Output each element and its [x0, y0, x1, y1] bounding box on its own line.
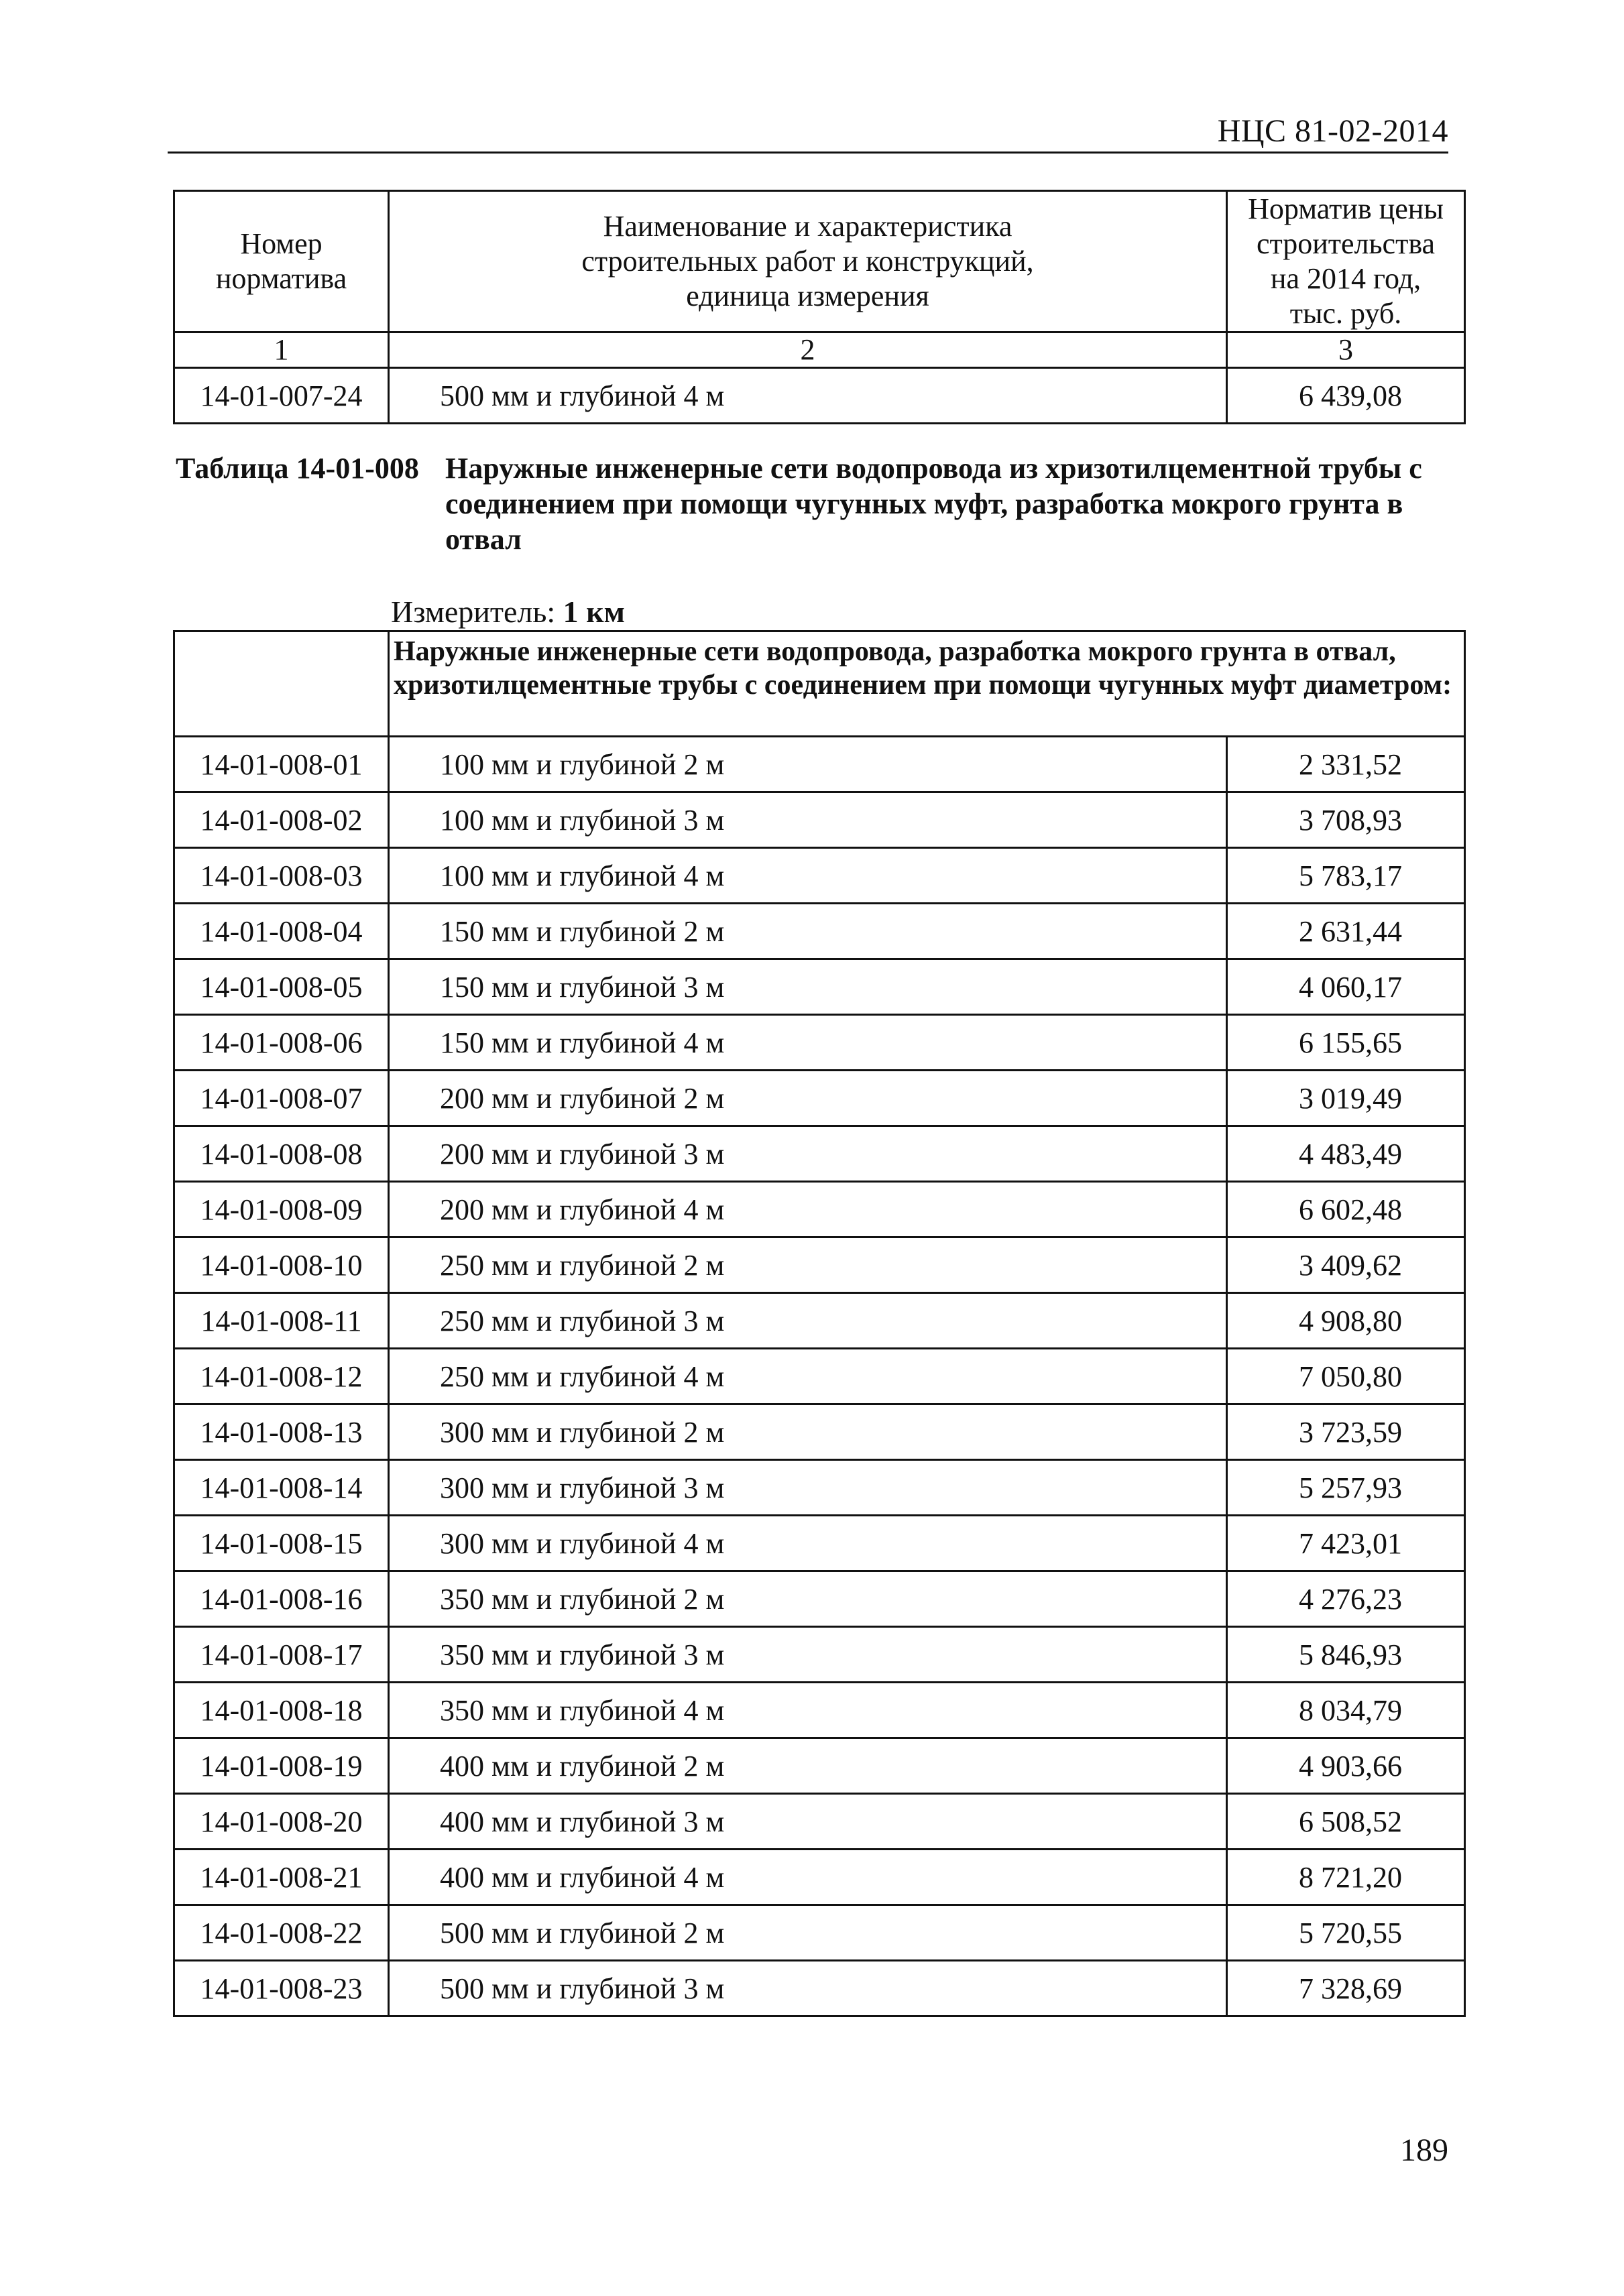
norm-name: 250 мм и глубиной 3 м — [389, 1293, 1227, 1349]
table-row — [174, 1126, 1465, 1182]
norm-price: 6 508,52 — [1227, 1794, 1465, 1850]
norm-code: 14-01-007-24 — [174, 368, 389, 424]
table-row — [174, 904, 1465, 959]
table-row — [174, 1794, 1465, 1850]
table-row — [174, 1404, 1465, 1460]
price-table-14-01-008 — [173, 630, 1466, 2017]
table-row — [174, 1071, 1465, 1126]
norm-name: 350 мм и глубиной 4 м — [389, 1683, 1227, 1738]
norm-name: 400 мм и глубиной 2 м — [389, 1738, 1227, 1794]
header-price-column: Норматив цены строительства на 2014 год, тыс. руб. — [1227, 191, 1465, 333]
norm-price: 2 331,52 — [1227, 737, 1465, 792]
table-caption-label: Таблица 14-01-008 — [176, 452, 419, 485]
header-name-column: Наименование и характеристика строительных работ и конструкций, единица измерения — [389, 191, 1227, 333]
norm-price: 4 483,49 — [1227, 1126, 1465, 1182]
norm-code: 14-01-008-02 — [174, 792, 389, 848]
norm-price: 3 019,49 — [1227, 1071, 1465, 1126]
norm-price: 3 708,93 — [1227, 792, 1465, 848]
table-row — [174, 792, 1465, 848]
norm-code: 14-01-008-07 — [174, 1071, 389, 1126]
unit-value: 1 км — [563, 595, 625, 629]
table-row — [174, 959, 1465, 1015]
document-code: НЦС 81-02-2014 — [1217, 113, 1448, 149]
norm-name: 350 мм и глубиной 3 м — [389, 1627, 1227, 1683]
norm-name: 300 мм и глубиной 2 м — [389, 1404, 1227, 1460]
table-row — [174, 1905, 1465, 1961]
norm-name: 250 мм и глубиной 2 м — [389, 1237, 1227, 1293]
norm-name: 150 мм и глубиной 2 м — [389, 904, 1227, 959]
norm-code: 14-01-008-03 — [174, 848, 389, 904]
norm-price: 5 720,55 — [1227, 1905, 1465, 1961]
norm-name: 500 мм и глубиной 2 м — [389, 1905, 1227, 1961]
group-header-empty-cell — [174, 631, 389, 737]
norm-code: 14-01-008-10 — [174, 1237, 389, 1293]
table-row — [174, 1349, 1465, 1404]
table-caption-text: Наружные инженерные сети водопровода из хризотилцементной трубы с соединением при помощи чугунных муфт, разработка мокрого грунта в отвал — [445, 452, 1422, 556]
norm-price: 7 423,01 — [1227, 1516, 1465, 1571]
norm-code: 14-01-008-04 — [174, 904, 389, 959]
price-table-continuation — [173, 190, 1466, 424]
norm-name: 150 мм и глубиной 3 м — [389, 959, 1227, 1015]
table-row — [174, 848, 1465, 904]
norm-code: 14-01-008-18 — [174, 1683, 389, 1738]
norm-price: 2 631,44 — [1227, 904, 1465, 959]
table-row — [174, 737, 1465, 792]
norm-name: 400 мм и глубиной 3 м — [389, 1794, 1227, 1850]
norm-code: 14-01-008-12 — [174, 1349, 389, 1404]
norm-code: 14-01-008-09 — [174, 1182, 389, 1237]
table-row — [174, 1015, 1465, 1071]
norm-code: 14-01-008-21 — [174, 1850, 389, 1905]
norm-name: 300 мм и глубиной 3 м — [389, 1460, 1227, 1516]
table-row — [174, 1683, 1465, 1738]
table-row — [174, 1182, 1465, 1237]
norm-price: 6 602,48 — [1227, 1182, 1465, 1237]
norm-code: 14-01-008-15 — [174, 1516, 389, 1571]
table-row — [174, 368, 1465, 424]
norm-price: 8 721,20 — [1227, 1850, 1465, 1905]
norm-code: 14-01-008-20 — [174, 1794, 389, 1850]
norm-code: 14-01-008-08 — [174, 1126, 389, 1182]
norm-code: 14-01-008-14 — [174, 1460, 389, 1516]
norm-name: 200 мм и глубиной 2 м — [389, 1071, 1227, 1126]
table-row — [174, 1293, 1465, 1349]
column-number-2: 2 — [389, 333, 1227, 368]
header-rule — [168, 152, 1448, 154]
norm-price: 5 783,17 — [1227, 848, 1465, 904]
norm-name: 500 мм и глубиной 4 м — [389, 368, 1227, 424]
norm-name: 350 мм и глубиной 2 м — [389, 1571, 1227, 1627]
norm-code: 14-01-008-13 — [174, 1404, 389, 1460]
table-header-row — [174, 191, 1465, 333]
norm-price: 7 050,80 — [1227, 1349, 1465, 1404]
table-row — [174, 1460, 1465, 1516]
norm-name: 100 мм и глубиной 2 м — [389, 737, 1227, 792]
norm-name: 200 мм и глубиной 4 м — [389, 1182, 1227, 1237]
norm-code: 14-01-008-05 — [174, 959, 389, 1015]
norm-price: 8 034,79 — [1227, 1683, 1465, 1738]
column-number-1: 1 — [174, 333, 389, 368]
unit-label: Измеритель: — [391, 595, 556, 629]
table-row — [174, 1571, 1465, 1627]
norm-name: 400 мм и глубиной 4 м — [389, 1850, 1227, 1905]
norm-price: 3 409,62 — [1227, 1237, 1465, 1293]
norm-price: 5 846,93 — [1227, 1627, 1465, 1683]
norm-price: 4 903,66 — [1227, 1738, 1465, 1794]
norm-name: 100 мм и глубиной 4 м — [389, 848, 1227, 904]
norm-name: 250 мм и глубиной 4 м — [389, 1349, 1227, 1404]
group-header-text: Наружные инженерные сети водопровода, разработка мокрого грунта в отвал, хризотилцементные трубы с соединением при помощи чугунных муфт диаметром: — [389, 631, 1465, 737]
norm-code: 14-01-008-06 — [174, 1015, 389, 1071]
norm-price: 3 723,59 — [1227, 1404, 1465, 1460]
table-row — [174, 1961, 1465, 2016]
norm-price: 7 328,69 — [1227, 1961, 1465, 2016]
norm-code: 14-01-008-17 — [174, 1627, 389, 1683]
table-row — [174, 1738, 1465, 1794]
column-number-3: 3 — [1227, 333, 1465, 368]
table-row — [174, 1850, 1465, 1905]
norm-name: 200 мм и глубиной 3 м — [389, 1126, 1227, 1182]
norm-price: 6 155,65 — [1227, 1015, 1465, 1071]
norm-price: 5 257,93 — [1227, 1460, 1465, 1516]
norm-code: 14-01-008-11 — [174, 1293, 389, 1349]
norm-code: 14-01-008-19 — [174, 1738, 389, 1794]
norm-name: 100 мм и глубиной 3 м — [389, 792, 1227, 848]
table-row — [174, 1237, 1465, 1293]
norm-code: 14-01-008-16 — [174, 1571, 389, 1627]
column-number-row — [174, 333, 1465, 368]
page-number: 189 — [1400, 2132, 1448, 2168]
norm-code: 14-01-008-23 — [174, 1961, 389, 2016]
table-row — [174, 1627, 1465, 1683]
norm-price: 4 060,17 — [1227, 959, 1465, 1015]
table-row — [174, 1516, 1465, 1571]
norm-code: 14-01-008-22 — [174, 1905, 389, 1961]
norm-price: 4 276,23 — [1227, 1571, 1465, 1627]
norm-name: 150 мм и глубиной 4 м — [389, 1015, 1227, 1071]
norm-price: 6 439,08 — [1227, 368, 1465, 424]
unit-of-measure — [391, 594, 625, 629]
group-header-row — [174, 631, 1465, 737]
norm-name: 500 мм и глубиной 3 м — [389, 1961, 1227, 2016]
norm-name: 300 мм и глубиной 4 м — [389, 1516, 1227, 1571]
norm-price: 4 908,80 — [1227, 1293, 1465, 1349]
header-code-column: Номер норматива — [174, 191, 389, 333]
norm-code: 14-01-008-01 — [174, 737, 389, 792]
